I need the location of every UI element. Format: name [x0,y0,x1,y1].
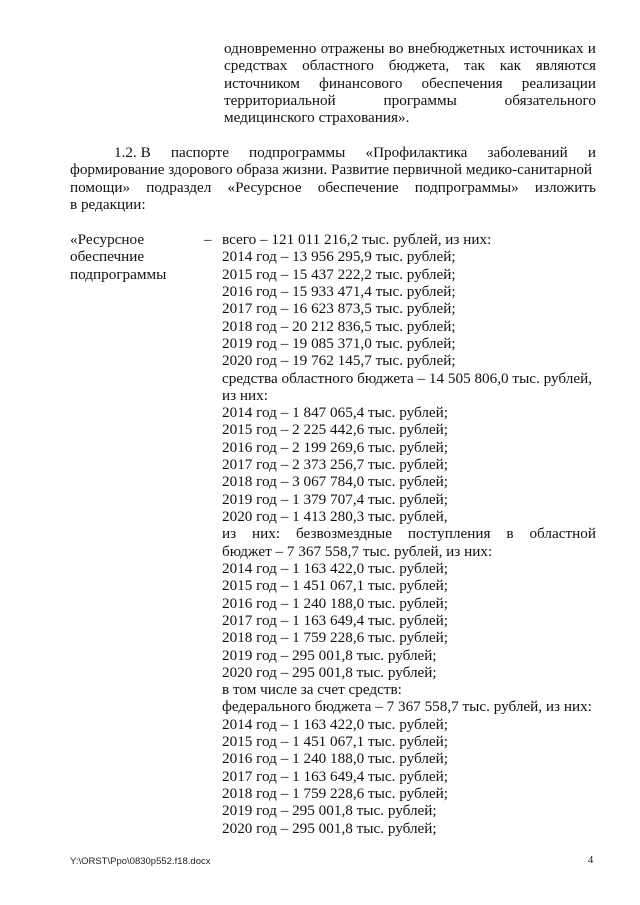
value-line: 2014 год – 1 163 422,0 тыс. рублей; [222,715,449,733]
word: программы [383,91,457,109]
text-line [70,196,596,213]
value-line: 2016 год – 2 199 269,6 тыс. рублей; [222,438,449,456]
value-line: 2015 год – 15 437 222,2 тыс. рублей; [222,265,456,283]
word: поступления [407,525,491,543]
word: областного [302,57,374,75]
text-line [224,57,596,74]
word: заболеваний [487,144,568,161]
word: из [222,525,237,543]
text-line [70,144,596,161]
word: бюджета, [388,57,450,75]
label-line: обеспечние [70,248,145,266]
word: средствах [224,57,288,75]
word: отражены [320,40,385,57]
word: реализации [521,74,596,92]
word: в редакции: [70,195,146,213]
value-line: 2019 год – 19 085 371,0 тыс. рублей; [222,334,456,352]
value-line: 2020 год – 1 413 280,3 тыс. рублей, [222,508,448,525]
word: и [587,40,596,57]
word: во [388,40,404,57]
value-line: 2018 год – 3 067 784,0 тыс. рублей; [222,473,449,491]
value-line: всего – 121 011 216,2 тыс. рублей, из них: [222,231,492,248]
word: формирование здорового образа жизни. Развитие первичной медико-санитарной [70,161,593,179]
value-line: 2015 год – 1 451 067,1 тыс. рублей; [222,577,449,595]
word: источниках [509,40,584,57]
text-line [224,40,596,57]
word: помощи» [70,178,131,196]
value-line: 2019 год – 295 001,8 тыс. рублей; [222,646,437,664]
value-line: 2016 год – 1 240 188,0 тыс. рублей; [222,750,449,768]
word: подпрограммы» [414,178,519,196]
word: 1.2. В [114,144,151,161]
word: в [506,525,514,543]
word: «Ресурсное [227,178,302,196]
value-line [222,525,596,542]
value-line: 2019 год – 295 001,8 тыс. рублей; [222,802,437,820]
continuation-paragraph [224,40,596,126]
value-line: 2016 год – 15 933 471,4 тыс. рублей; [222,282,456,300]
value-line: 2017 год – 2 373 256,7 тыс. рублей; [222,456,449,474]
value-line: 2014 год – 1 163 422,0 тыс. рублей; [222,559,449,577]
label-dash: – [204,231,212,248]
value-line: 2015 год – 1 451 067,1 тыс. рублей; [222,733,449,751]
word: паспорте [170,144,229,161]
section-1-2-paragraph [70,144,596,213]
word: обязательного [504,91,596,109]
word: источником [224,74,300,92]
footer-file-path: Y:\ORST\Ppo\0830p552.f18.docx [70,856,211,867]
value-line: 2017 год – 1 163 649,4 тыс. рублей; [222,767,449,785]
word: медицинского страхования». [224,109,410,127]
resource-values [222,231,596,837]
value-line: 2020 год – 295 001,8 тыс. рублей; [222,663,437,681]
value-line: бюджет – 7 367 558,7 тыс. рублей, из них: [222,542,493,560]
value-line: 2014 год – 1 847 065,4 тыс. рублей; [222,404,449,422]
label-line: подпрограммы [70,265,167,283]
label-line: «Ресурсное [70,231,145,248]
value-line: 2018 год – 1 759 228,6 тыс. рублей; [222,629,449,647]
value-line: средства областного бюджета – 14 505 806,0 тыс. рублей, [222,369,592,387]
value-line: федерального бюджета – 7 367 558,7 тыс. рублей, из них: [222,698,592,716]
word: изложить [534,178,596,196]
value-line: 2018 год – 1 759 228,6 тыс. рублей; [222,785,449,802]
value-line: из них: [222,386,268,404]
value-line: 2015 год – 2 225 442,6 тыс. рублей; [222,421,449,439]
text-line [224,92,596,109]
word: как [499,57,521,75]
word: внебюджетных [407,40,506,57]
word: «Профилактика [365,144,468,161]
word: и [587,144,596,161]
value-line: 2018 год – 20 212 836,5 тыс. рублей; [222,317,456,335]
footer-page-number: 4 [588,855,594,866]
word: подраздел [146,178,212,196]
word: обеспечения [421,74,503,92]
word: территориальной [224,91,336,109]
word: них: [252,525,281,543]
value-line: 2020 год – 295 001,8 тыс. рублей; [222,819,437,837]
value-line: 2017 год – 16 623 873,5 тыс. рублей; [222,300,456,318]
value-line: 2019 год – 1 379 707,4 тыс. рублей; [222,490,449,508]
word: так [463,57,485,75]
text-line [224,75,596,92]
value-line: 2017 год – 1 163 649,4 тыс. рублей; [222,611,449,629]
value-line: 2016 год – 1 240 188,0 тыс. рублей; [222,594,449,612]
text-line [224,109,596,126]
word: являются [535,57,596,75]
word: обеспечение [317,178,399,196]
text-line [70,179,596,196]
text-line [70,161,596,178]
word: безвозмездные [296,525,392,543]
word: одновременно [224,40,317,57]
word: финансового [319,74,403,92]
word: подпрограммы [249,144,346,161]
value-line: 2014 год – 13 956 295,9 тыс. рублей; [222,248,456,266]
value-line: в том числе за счет средств: [222,681,402,699]
value-line: 2020 год – 19 762 145,7 тыс. рублей; [222,352,456,370]
word: областной [529,525,596,543]
resource-label [70,231,200,283]
